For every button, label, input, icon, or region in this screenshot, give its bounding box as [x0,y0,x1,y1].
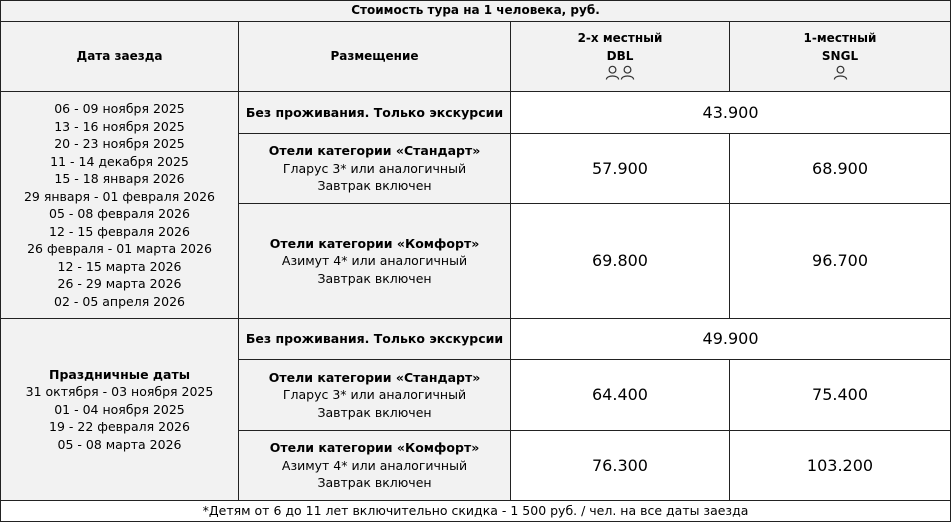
category-title: Отели категории «Стандарт» [268,143,481,159]
header-accommodation: Размещение [239,22,511,92]
header-dbl [511,22,730,92]
price-sngl: 68.900 [730,134,951,204]
breakfast-note: Завтрак включен [317,475,432,491]
person-icon [734,65,946,83]
table-row [1,319,951,360]
date-item: 26 - 29 марта 2026 [57,276,182,291]
date-item: 12 - 15 февраля 2026 [49,223,190,239]
hotel-name: Гларус 3* или аналогичный [282,160,467,176]
table-title: Стоимость тура на 1 человека, руб. [1,1,951,22]
price-dbl: 76.300 [511,431,730,501]
date-item: 02 - 05 апреля 2026 [54,293,185,309]
two-persons-icon [515,65,725,83]
footnote-row [1,501,951,522]
price-sngl: 103.200 [730,431,951,501]
header-dbl-code: DBL [606,48,634,63]
price-sngl: 96.700 [730,204,951,319]
category-title: Отели категории «Комфорт» [269,440,480,456]
header-date: Дата заезда [1,22,239,92]
accommodation-standard [239,360,511,431]
accommodation-no-stay: Без проживания. Только экскурсии [239,92,511,134]
header-dbl-type: 2-х местный [577,31,663,45]
date-item: 11 - 14 декабря 2025 [50,153,189,169]
date-item: 01 - 04 ноября 2025 [54,401,185,417]
date-item: 12 - 15 марта 2026 [57,258,182,274]
header-row [1,22,951,92]
date-item: 13 - 16 ноября 2025 [54,118,185,134]
holiday-heading: Праздничные даты [48,366,191,382]
accommodation-no-stay: Без проживания. Только экскурсии [239,319,511,360]
header-sngl-type: 1-местный [803,31,877,45]
table-row [1,92,951,134]
header-sngl-code: SNGL [821,48,859,63]
category-title: Отели категории «Комфорт» [269,235,480,251]
date-item: 26 февраля - 01 марта 2026 [27,241,212,256]
date-item: 06 - 09 ноября 2025 [54,101,185,116]
price-no-stay: 49.900 [511,319,951,360]
date-item: 29 января - 01 февраля 2026 [23,188,216,204]
category-title: Отели категории «Стандарт» [268,369,481,385]
header-sngl [730,22,951,92]
hotel-name: Гларус 3* или аналогичный [282,387,467,403]
accommodation-standard [239,134,511,204]
footnote: *Детям от 6 до 11 лет включительно скидка - 1 500 руб. / чел. на все даты заезда [1,501,951,522]
date-list [1,92,239,319]
price-dbl: 64.400 [511,360,730,431]
date-item: 31 октября - 03 ноября 2025 [25,384,214,400]
price-dbl: 57.900 [511,134,730,204]
accommodation-comfort [239,431,511,501]
price-dbl: 69.800 [511,204,730,319]
date-item: 15 - 18 января 2026 [54,171,185,186]
price-no-stay: 43.900 [511,92,951,134]
breakfast-note: Завтрак включен [317,404,432,420]
price-sngl: 75.400 [730,360,951,431]
date-item: 05 - 08 марта 2026 [57,436,182,452]
date-item: 20 - 23 ноября 2025 [54,136,185,151]
hotel-name: Азимут 4* или аналогичный [281,253,468,269]
date-item: 05 - 08 февраля 2026 [49,206,190,221]
date-item: 19 - 22 февраля 2026 [49,419,190,435]
date-list [1,319,239,501]
hotel-name: Азимут 4* или аналогичный [281,457,468,473]
breakfast-note: Завтрак включен [317,270,432,286]
title-row [1,1,951,22]
accommodation-comfort [239,204,511,319]
breakfast-note: Завтрак включен [317,178,432,194]
